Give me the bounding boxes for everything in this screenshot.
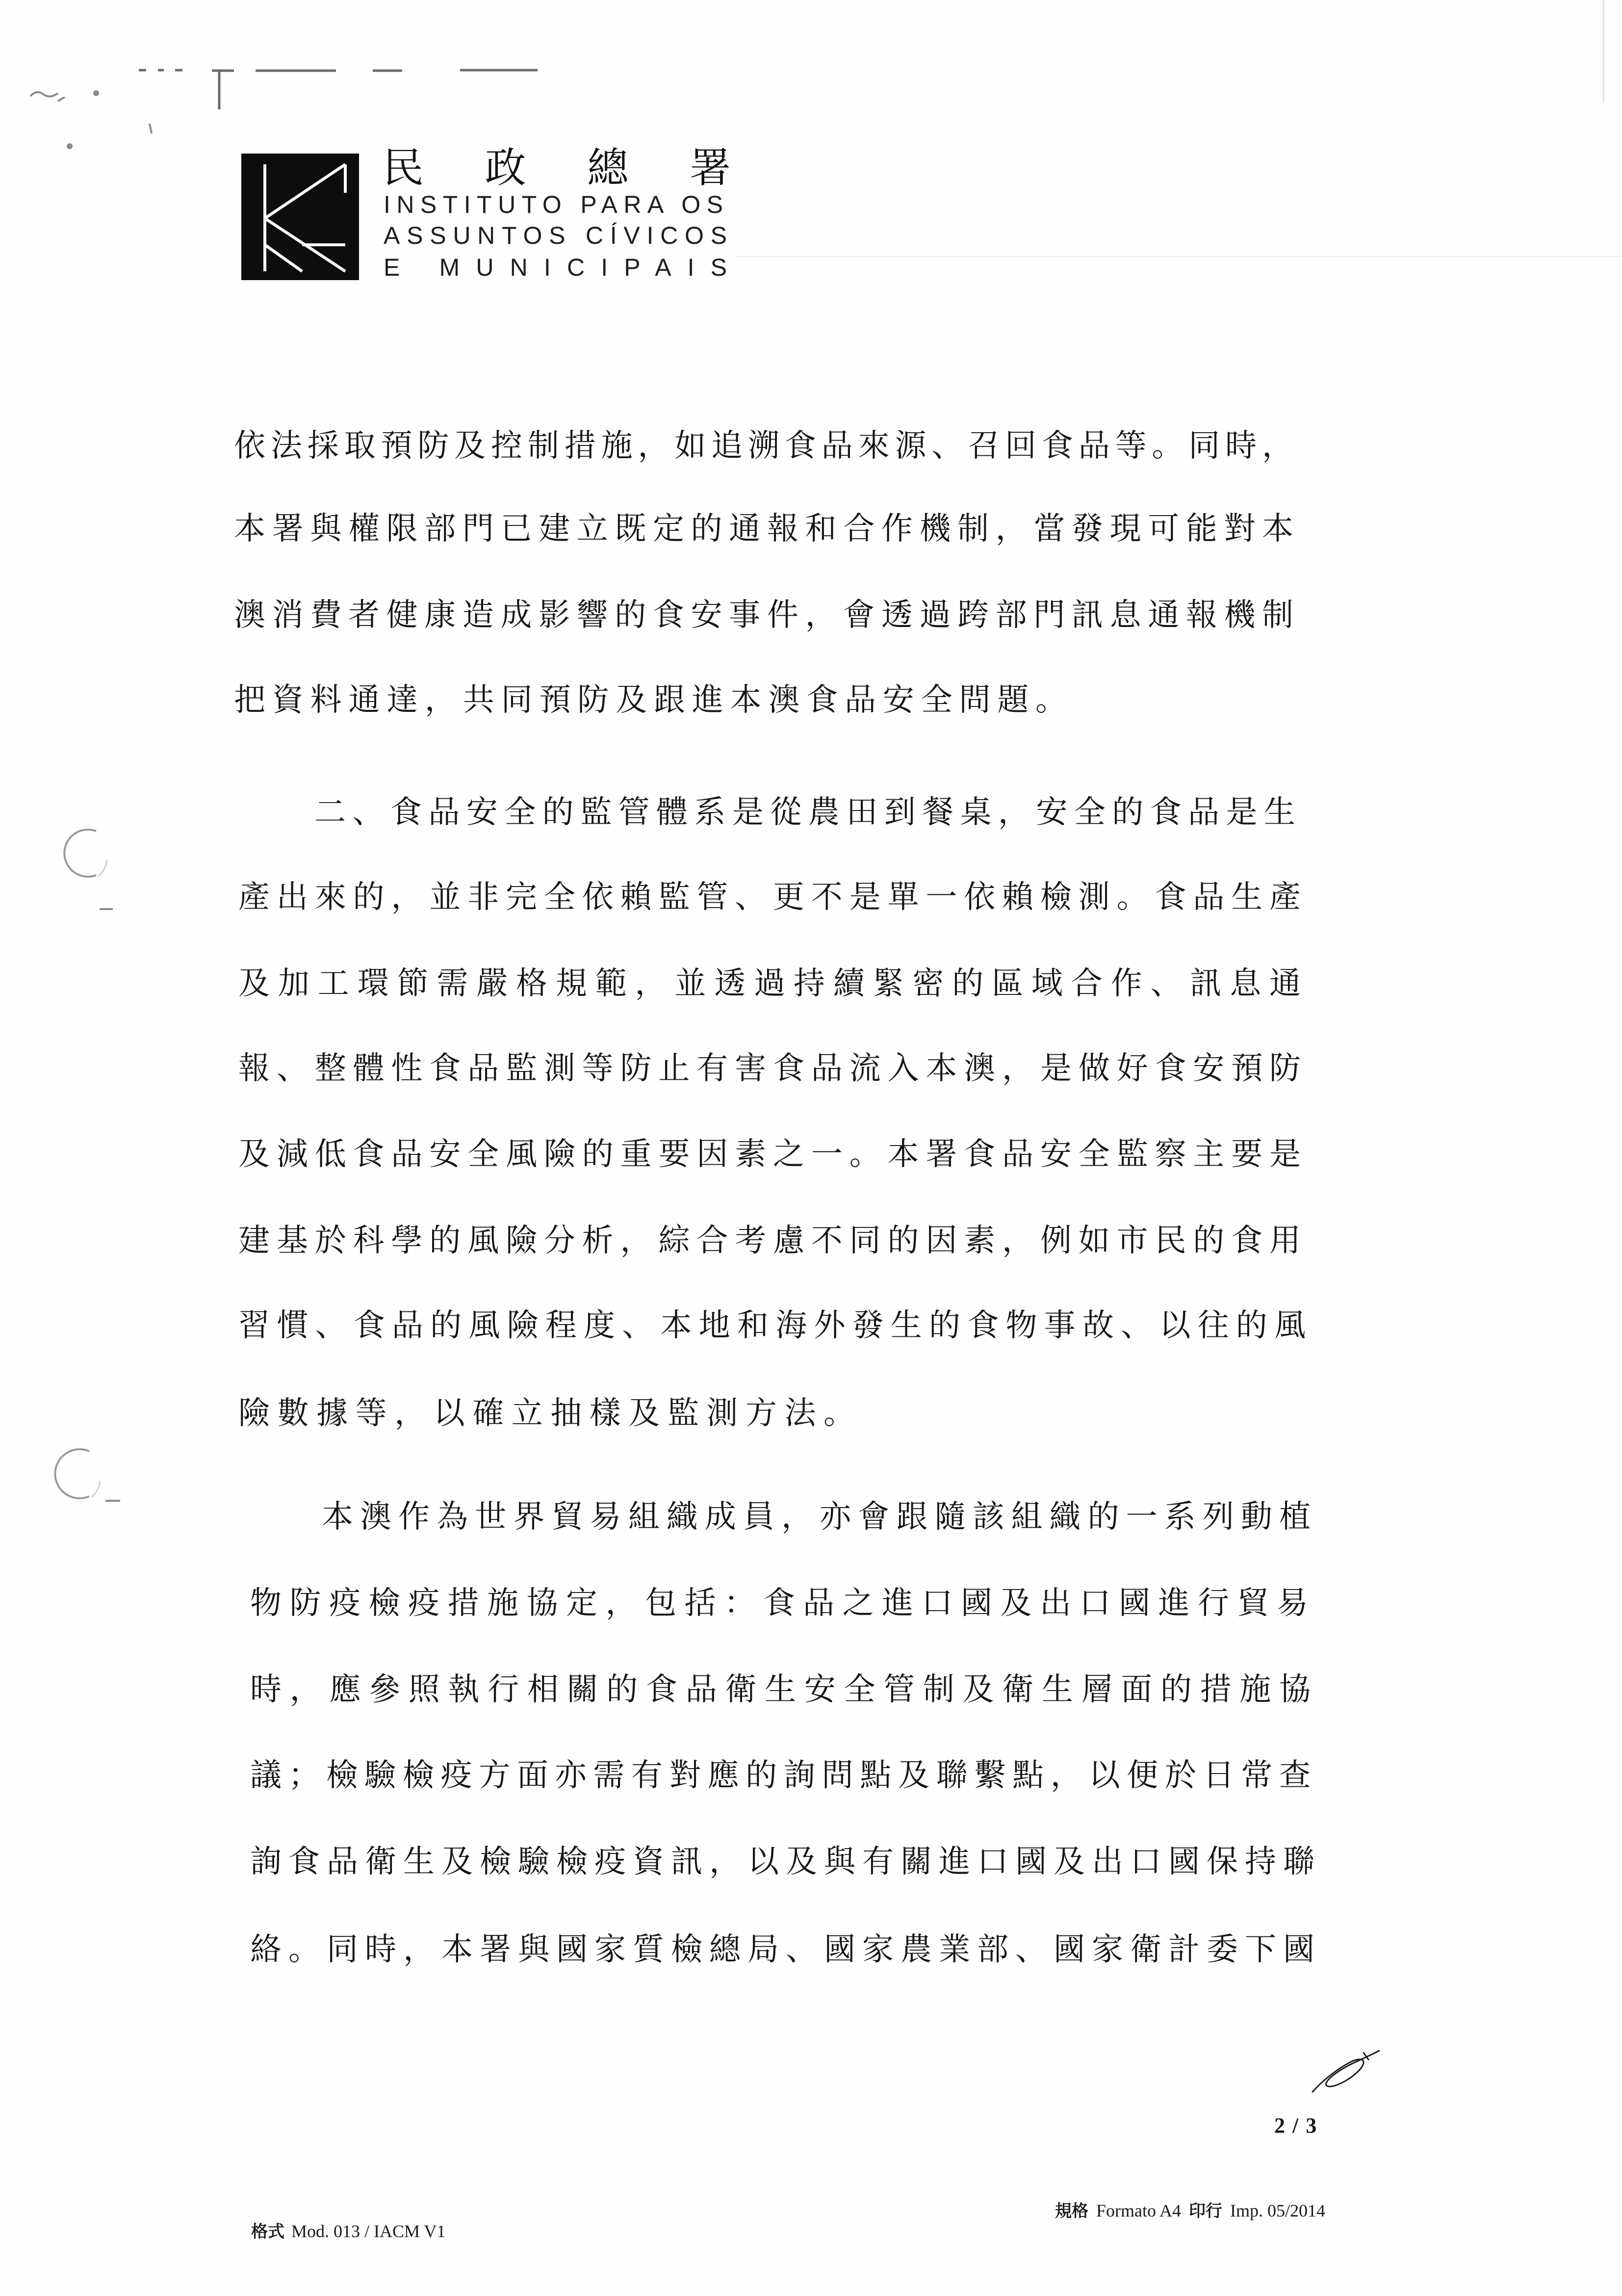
print-label: 印行 — [1189, 2201, 1223, 2221]
text-line: 及加工環節需嚴格規範，並透過持續緊密的區域合作、訊息通 — [238, 965, 1309, 1002]
text-line: 習慣、食品的風險程度、本地和海外發生的食物事故、以往的風 — [238, 1307, 1313, 1344]
scan-artifacts — [0, 0, 589, 162]
page-number: 2 / 3 — [1274, 2113, 1318, 2138]
punch-hole-icon — [49, 824, 128, 922]
text-line: 本澳作為世界貿易組織成員，亦會跟隨該組織的一系列動植 — [322, 1499, 1318, 1535]
text-line: 依法採取預防及控制措施，如追溯食品來源、召回食品等。同時， — [234, 428, 1299, 464]
text-line: 產出來的，並非完全依賴監管、更不是單一依賴檢測。食品生產 — [238, 879, 1308, 915]
scan-edge-line — [1603, 0, 1604, 103]
form-label: 格式 — [251, 2222, 284, 2242]
text-line: 本署與權限部門已建立既定的通報和合作機制，當發現可能對本 — [234, 511, 1300, 547]
print-spec — [1055, 2200, 1325, 2222]
text-line: 議；檢驗檢疫方面亦需有對應的詢問點及聯繫點，以便於日常查 — [250, 1757, 1317, 1794]
text-line: 及減低食品安全風險的重要因素之一。本署食品安全監察主要是 — [238, 1136, 1308, 1173]
form-code-value: Mod. 013 / IACM V1 — [291, 2221, 446, 2241]
signature-icon — [1309, 2049, 1382, 2098]
institution-name-portuguese-line: ASSUNTOS CÍVICOS — [384, 222, 734, 249]
iacm-logo-icon — [241, 154, 359, 280]
text-line: 詢食品衛生及檢驗檢疫資訊，以及與有關進口國及出口國保持聯 — [250, 1844, 1321, 1880]
text-line: 建基於科學的風險分析，綜合考慮不同的因素，例如市民的食用 — [238, 1223, 1308, 1259]
spec-value: Formato A4 — [1096, 2201, 1182, 2220]
scan-specks — [30, 91, 152, 148]
scan-dashed-rule — [139, 70, 538, 109]
spec-label: 規格 — [1055, 2201, 1088, 2221]
text-line: 絡。同時，本署與國家質檢總局、國家農業部、國家衛計委下國 — [250, 1931, 1321, 1968]
text-line: 澳消費者健康造成影響的食安事件，會透過跨部門訊息通報機制 — [234, 597, 1300, 633]
institution-name-chinese: 民政總署 — [383, 144, 792, 192]
scan-fold-line — [736, 256, 1622, 257]
punch-hole-icon — [44, 1446, 128, 1510]
text-line: 時，應參照執行相關的食品衛生安全管制及衛生層面的措施協 — [250, 1671, 1319, 1708]
text-line: 把資料通達，共同預防及跟進本澳食品安全問題。 — [234, 682, 1074, 718]
print-value: Imp. 05/2014 — [1230, 2201, 1326, 2220]
text-line: 二、食品安全的監管體系是從農田到餐桌，安全的食品是生 — [314, 794, 1302, 831]
text-line: 險數據等，以確立抽樣及監測方法。 — [238, 1395, 863, 1432]
text-line: 報、整體性食品監測等防止有害食品流入本澳，是做好食安預防 — [238, 1050, 1308, 1087]
institution-name-portuguese-line: INSTITUTO PARA OS — [384, 191, 729, 218]
form-code — [251, 2220, 445, 2243]
text-line: 物防疫檢疫措施協定，包括：食品之進口國及出口國進行貿易 — [250, 1585, 1316, 1621]
institution-name-portuguese-line: E MUNICIPAIS — [384, 254, 744, 281]
